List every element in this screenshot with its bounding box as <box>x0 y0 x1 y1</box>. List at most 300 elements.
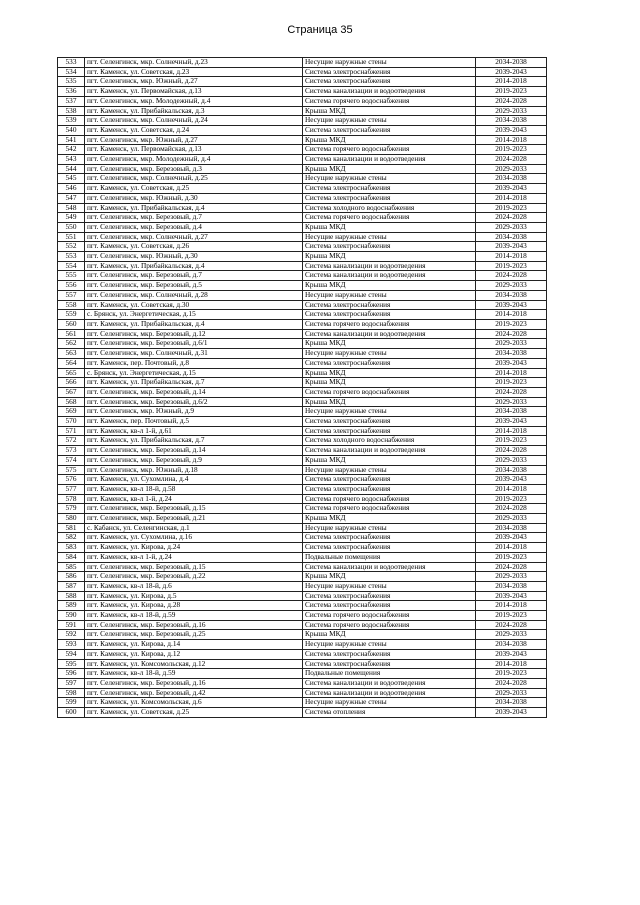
address-cell: пгт. Селенгинск, мкр. Березовый, д.22 <box>85 572 303 582</box>
row-number: 597 <box>58 679 85 689</box>
row-number: 534 <box>58 67 85 77</box>
work-type-cell: Система электроснабжения <box>303 300 476 310</box>
row-number: 581 <box>58 523 85 533</box>
table-row <box>58 640 547 650</box>
period-cell: 2039-2043 <box>476 358 547 368</box>
table-row <box>58 232 547 242</box>
period-cell: 2034-2038 <box>476 58 547 68</box>
row-number: 595 <box>58 659 85 669</box>
work-type-cell: Система горячего водоснабжения <box>303 611 476 621</box>
address-cell: пгт. Каменск, ул. Сухомлина, д.16 <box>85 533 303 543</box>
period-cell: 2039-2043 <box>476 475 547 485</box>
work-type-cell: Система электроснабжения <box>303 591 476 601</box>
period-cell: 2029-2033 <box>476 164 547 174</box>
address-cell: пгт. Селенгинск, мкр. Южный, д.30 <box>85 193 303 203</box>
period-cell: 2039-2043 <box>476 242 547 252</box>
address-cell: пгт. Селенгинск, мкр. Южный, д.9 <box>85 407 303 417</box>
address-cell: пгт. Селенгинск, мкр. Березовый, д.14 <box>85 446 303 456</box>
table-row <box>58 87 547 97</box>
period-cell: 2024-2028 <box>476 679 547 689</box>
table-row <box>58 688 547 698</box>
address-cell: пгт. Селенгинск, мкр. Березовый, д.14 <box>85 387 303 397</box>
row-number: 553 <box>58 252 85 262</box>
row-number: 546 <box>58 184 85 194</box>
address-cell: пгт. Каменск, кв-л 18-й, д.59 <box>85 669 303 679</box>
work-type-cell: Система канализации и водоотведения <box>303 261 476 271</box>
table-row <box>58 455 547 465</box>
period-cell: 2034-2038 <box>476 174 547 184</box>
work-type-cell: Система электроснабжения <box>303 193 476 203</box>
work-type-cell: Система электроснабжения <box>303 77 476 87</box>
period-cell: 2019-2023 <box>476 378 547 388</box>
row-number: 560 <box>58 319 85 329</box>
period-cell: 2029-2033 <box>476 281 547 291</box>
period-cell: 2014-2018 <box>476 252 547 262</box>
table-row <box>58 164 547 174</box>
address-cell: пгт. Селенгинск, мкр. Березовый, д.15 <box>85 504 303 514</box>
table-row <box>58 281 547 291</box>
table-row <box>58 339 547 349</box>
period-cell: 2034-2038 <box>476 232 547 242</box>
table-row <box>58 475 547 485</box>
work-type-cell: Несущие наружные стены <box>303 290 476 300</box>
row-number: 582 <box>58 533 85 543</box>
work-type-cell: Система канализации и водоотведения <box>303 562 476 572</box>
table-row <box>58 213 547 223</box>
table-row <box>58 329 547 339</box>
address-cell: пгт. Каменск, ул. Прибайкальская, д.7 <box>85 436 303 446</box>
row-number: 586 <box>58 572 85 582</box>
work-type-cell: Система горячего водоснабжения <box>303 504 476 514</box>
row-number: 558 <box>58 300 85 310</box>
table-row <box>58 378 547 388</box>
table-row <box>58 222 547 232</box>
period-cell: 2039-2043 <box>476 708 547 718</box>
table-row <box>58 446 547 456</box>
work-type-cell: Система электроснабжения <box>303 649 476 659</box>
address-cell: пгт. Селенгинск, мкр. Березовый, д.16 <box>85 620 303 630</box>
table-row <box>58 407 547 417</box>
address-cell: пгт. Селенгинск, мкр. Березовый, д.5 <box>85 281 303 291</box>
row-number: 533 <box>58 58 85 68</box>
period-cell: 2019-2023 <box>476 669 547 679</box>
address-cell: пгт. Селенгинск, мкр. Молодежный, д.4 <box>85 155 303 165</box>
row-number: 577 <box>58 484 85 494</box>
period-cell: 2014-2018 <box>476 484 547 494</box>
work-type-cell: Крыша МКД <box>303 222 476 232</box>
table-row <box>58 533 547 543</box>
work-type-cell: Несущие наружные стены <box>303 465 476 475</box>
row-number: 555 <box>58 271 85 281</box>
row-number: 567 <box>58 387 85 397</box>
period-cell: 2024-2028 <box>476 271 547 281</box>
period-cell: 2034-2038 <box>476 290 547 300</box>
row-number: 580 <box>58 514 85 524</box>
table-row <box>58 203 547 213</box>
address-cell: пгт. Селенгинск, мкр. Березовый, д.15 <box>85 562 303 572</box>
row-number: 538 <box>58 106 85 116</box>
address-cell: пгт. Каменск, ул. Кирова, д.12 <box>85 649 303 659</box>
row-number: 579 <box>58 504 85 514</box>
address-cell: пгт. Селенгинск, мкр. Южный, д.27 <box>85 77 303 87</box>
address-cell: пгт. Селенгинск, мкр. Березовый, д.6/2 <box>85 397 303 407</box>
table-row <box>58 601 547 611</box>
capital-repair-table <box>57 57 547 718</box>
work-type-cell: Подвальные помещения <box>303 669 476 679</box>
table-row <box>58 591 547 601</box>
address-cell: пгт. Селенгинск, мкр. Березовый, д.25 <box>85 630 303 640</box>
row-number: 535 <box>58 77 85 87</box>
work-type-cell: Крыша МКД <box>303 455 476 465</box>
address-cell: пгт. Каменск, ул. Советская, д.24 <box>85 125 303 135</box>
table-row <box>58 77 547 87</box>
period-cell: 2014-2018 <box>476 135 547 145</box>
period-cell: 2029-2033 <box>476 455 547 465</box>
work-type-cell: Система горячего водоснабжения <box>303 319 476 329</box>
period-cell: 2014-2018 <box>476 426 547 436</box>
work-type-cell: Система электроснабжения <box>303 125 476 135</box>
table-row <box>58 708 547 718</box>
address-cell: пгт. Каменск, кв-л 1-й, д.61 <box>85 426 303 436</box>
address-cell: пгт. Каменск, ул. Прибайкальская, д.7 <box>85 378 303 388</box>
work-type-cell: Система канализации и водоотведения <box>303 329 476 339</box>
address-cell: пгт. Каменск, ул. Прибайкальская, д.4 <box>85 203 303 213</box>
period-cell: 2034-2038 <box>476 349 547 359</box>
address-cell: пгт. Каменск, ул. Первомайская, д.13 <box>85 145 303 155</box>
address-cell: пгт. Каменск, ул. Сухомлина, д.4 <box>85 475 303 485</box>
row-number: 563 <box>58 349 85 359</box>
row-number: 550 <box>58 222 85 232</box>
work-type-cell: Крыша МКД <box>303 135 476 145</box>
period-cell: 2034-2038 <box>476 116 547 126</box>
period-cell: 2019-2023 <box>476 552 547 562</box>
address-cell: пгт. Каменск, кв-л 18-й, д.58 <box>85 484 303 494</box>
row-number: 537 <box>58 96 85 106</box>
row-number: 542 <box>58 145 85 155</box>
table-row <box>58 368 547 378</box>
work-type-cell: Несущие наружные стены <box>303 523 476 533</box>
work-type-cell: Несущие наружные стены <box>303 349 476 359</box>
row-number: 547 <box>58 193 85 203</box>
table-row <box>58 106 547 116</box>
row-number: 548 <box>58 203 85 213</box>
work-type-cell: Система канализации и водоотведения <box>303 679 476 689</box>
work-type-cell: Система электроснабжения <box>303 601 476 611</box>
period-cell: 2024-2028 <box>476 155 547 165</box>
row-number: 593 <box>58 640 85 650</box>
table-row <box>58 145 547 155</box>
table-row <box>58 514 547 524</box>
period-cell: 2034-2038 <box>476 523 547 533</box>
work-type-cell: Система горячего водоснабжения <box>303 145 476 155</box>
work-type-cell: Несущие наружные стены <box>303 698 476 708</box>
address-cell: пгт. Каменск, ул. Кирова, д.14 <box>85 640 303 650</box>
address-cell: пгт. Селенгинск, мкр. Южный, д.18 <box>85 465 303 475</box>
table-row <box>58 523 547 533</box>
work-type-cell: Система холодного водоснабжения <box>303 203 476 213</box>
work-type-cell: Система электроснабжения <box>303 484 476 494</box>
period-cell: 2014-2018 <box>476 368 547 378</box>
table-row <box>58 630 547 640</box>
table-row <box>58 504 547 514</box>
work-type-cell: Система канализации и водоотведения <box>303 446 476 456</box>
period-cell: 2024-2028 <box>476 562 547 572</box>
period-cell: 2039-2043 <box>476 533 547 543</box>
period-cell: 2024-2028 <box>476 329 547 339</box>
period-cell: 2024-2028 <box>476 620 547 630</box>
work-type-cell: Крыша МКД <box>303 164 476 174</box>
work-type-cell: Система электроснабжения <box>303 184 476 194</box>
period-cell: 2024-2028 <box>476 213 547 223</box>
table-row <box>58 310 547 320</box>
row-number: 588 <box>58 591 85 601</box>
address-cell: пгт. Каменск, ул. Прибайкальская, д.4 <box>85 261 303 271</box>
table-row <box>58 698 547 708</box>
work-type-cell: Крыша МКД <box>303 630 476 640</box>
address-cell: пгт. Каменск, кв-л 1-й, д.24 <box>85 552 303 562</box>
address-cell: пгт. Селенгинск, мкр. Березовый, д.6/1 <box>85 339 303 349</box>
work-type-cell: Система электроснабжения <box>303 659 476 669</box>
row-number: 592 <box>58 630 85 640</box>
period-cell: 2034-2038 <box>476 465 547 475</box>
address-cell: с. Кабанск, ул. Селенгинская, д.1 <box>85 523 303 533</box>
row-number: 575 <box>58 465 85 475</box>
work-type-cell: Система горячего водоснабжения <box>303 387 476 397</box>
period-cell: 2039-2043 <box>476 417 547 427</box>
table-row <box>58 417 547 427</box>
work-type-cell: Система электроснабжения <box>303 67 476 77</box>
table-row <box>58 135 547 145</box>
address-cell: пгт. Селенгинск, мкр. Березовый, д.12 <box>85 329 303 339</box>
table-row <box>58 436 547 446</box>
address-cell: пгт. Каменск, ул. Первомайская, д.13 <box>85 87 303 97</box>
period-cell: 2014-2018 <box>476 659 547 669</box>
period-cell: 2029-2033 <box>476 339 547 349</box>
address-cell: пгт. Каменск, ул. Комсомольская, д.12 <box>85 659 303 669</box>
row-number: 570 <box>58 417 85 427</box>
row-number: 545 <box>58 174 85 184</box>
row-number: 540 <box>58 125 85 135</box>
address-cell: пгт. Каменск, ул. Советская, д.30 <box>85 300 303 310</box>
table-row <box>58 184 547 194</box>
row-number: 556 <box>58 281 85 291</box>
row-number: 583 <box>58 543 85 553</box>
table-row <box>58 67 547 77</box>
address-cell: пгт. Селенгинск, мкр. Березовый, д.16 <box>85 679 303 689</box>
period-cell: 2029-2033 <box>476 514 547 524</box>
row-number: 598 <box>58 688 85 698</box>
address-cell: пгт. Селенгинск, мкр. Южный, д.30 <box>85 252 303 262</box>
address-cell: пгт. Селенгинск, мкр. Березовый, д.4 <box>85 222 303 232</box>
address-cell: пгт. Селенгинск, мкр. Березовый, д.3 <box>85 164 303 174</box>
address-cell: пгт. Селенгинск, мкр. Березовый, д.7 <box>85 213 303 223</box>
work-type-cell: Система электроснабжения <box>303 426 476 436</box>
work-type-cell: Система электроснабжения <box>303 417 476 427</box>
period-cell: 2034-2038 <box>476 581 547 591</box>
work-type-cell: Система канализации и водоотведения <box>303 688 476 698</box>
work-type-cell: Система канализации и водоотведения <box>303 271 476 281</box>
period-cell: 2039-2043 <box>476 125 547 135</box>
table-row <box>58 242 547 252</box>
period-cell: 2039-2043 <box>476 649 547 659</box>
row-number: 576 <box>58 475 85 485</box>
table-body <box>58 58 547 718</box>
row-number: 549 <box>58 213 85 223</box>
row-number: 565 <box>58 368 85 378</box>
work-type-cell: Система холодного водоснабжения <box>303 436 476 446</box>
row-number: 599 <box>58 698 85 708</box>
period-cell: 2019-2023 <box>476 436 547 446</box>
table-row <box>58 562 547 572</box>
address-cell: пгт. Каменск, ул. Комсомольская, д.6 <box>85 698 303 708</box>
table-row <box>58 426 547 436</box>
address-cell: пгт. Селенгинск, мкр. Молодежный, д.4 <box>85 96 303 106</box>
row-number: 572 <box>58 436 85 446</box>
table-row <box>58 397 547 407</box>
period-cell: 2029-2033 <box>476 222 547 232</box>
row-number: 554 <box>58 261 85 271</box>
table-row <box>58 290 547 300</box>
address-cell: с. Брянск, ул. Энергетическая, д.15 <box>85 310 303 320</box>
period-cell: 2024-2028 <box>476 504 547 514</box>
table-row <box>58 465 547 475</box>
period-cell: 2039-2043 <box>476 591 547 601</box>
table-row <box>58 155 547 165</box>
work-type-cell: Несущие наружные стены <box>303 174 476 184</box>
period-cell: 2014-2018 <box>476 543 547 553</box>
period-cell: 2029-2033 <box>476 397 547 407</box>
period-cell: 2019-2023 <box>476 203 547 213</box>
row-number: 541 <box>58 135 85 145</box>
table-row <box>58 261 547 271</box>
address-cell: пгт. Селенгинск, мкр. Солнечный, д.24 <box>85 116 303 126</box>
row-number: 584 <box>58 552 85 562</box>
row-number: 559 <box>58 310 85 320</box>
address-cell: пгт. Селенгинск, мкр. Южный, д.27 <box>85 135 303 145</box>
address-cell: пгт. Каменск, кв-л 18-й, д.59 <box>85 611 303 621</box>
table-row <box>58 543 547 553</box>
row-number: 557 <box>58 290 85 300</box>
row-number: 562 <box>58 339 85 349</box>
address-cell: с. Брянск, ул. Энергетическая, д.15 <box>85 368 303 378</box>
row-number: 585 <box>58 562 85 572</box>
table-row <box>58 174 547 184</box>
row-number: 561 <box>58 329 85 339</box>
table-row <box>58 319 547 329</box>
address-cell: пгт. Каменск, ул. Советская, д.25 <box>85 184 303 194</box>
work-type-cell: Система электроснабжения <box>303 310 476 320</box>
address-cell: пгт. Селенгинск, мкр. Солнечный, д.28 <box>85 290 303 300</box>
row-number: 551 <box>58 232 85 242</box>
period-cell: 2014-2018 <box>476 310 547 320</box>
table-row <box>58 572 547 582</box>
row-number: 574 <box>58 455 85 465</box>
work-type-cell: Подвальные помещения <box>303 552 476 562</box>
work-type-cell: Крыша МКД <box>303 378 476 388</box>
row-number: 596 <box>58 669 85 679</box>
table-row <box>58 116 547 126</box>
row-number: 543 <box>58 155 85 165</box>
table-row <box>58 387 547 397</box>
work-type-cell: Система электроснабжения <box>303 543 476 553</box>
address-cell: пгт. Селенгинск, мкр. Солнечный, д.31 <box>85 349 303 359</box>
row-number: 539 <box>58 116 85 126</box>
row-number: 571 <box>58 426 85 436</box>
row-number: 589 <box>58 601 85 611</box>
table-row <box>58 125 547 135</box>
period-cell: 2019-2023 <box>476 319 547 329</box>
work-type-cell: Система канализации и водоотведения <box>303 155 476 165</box>
work-type-cell: Несущие наружные стены <box>303 407 476 417</box>
address-cell: пгт. Каменск, кв-л 18-й, д.6 <box>85 581 303 591</box>
work-type-cell: Система горячего водоснабжения <box>303 494 476 504</box>
period-cell: 2019-2023 <box>476 261 547 271</box>
work-type-cell: Система канализации и водоотведения <box>303 87 476 97</box>
work-type-cell: Система электроснабжения <box>303 242 476 252</box>
period-cell: 2019-2023 <box>476 494 547 504</box>
address-cell: пгт. Каменск, пер. Почтовый, д.5 <box>85 417 303 427</box>
row-number: 594 <box>58 649 85 659</box>
table-row <box>58 271 547 281</box>
period-cell: 2014-2018 <box>476 601 547 611</box>
address-cell: пгт. Селенгинск, мкр. Березовый, д.21 <box>85 514 303 524</box>
row-number: 590 <box>58 611 85 621</box>
work-type-cell: Система горячего водоснабжения <box>303 620 476 630</box>
work-type-cell: Система горячего водоснабжения <box>303 213 476 223</box>
work-type-cell: Крыша МКД <box>303 106 476 116</box>
address-cell: пгт. Селенгинск, мкр. Солнечный, д.27 <box>85 232 303 242</box>
period-cell: 2024-2028 <box>476 446 547 456</box>
address-cell: пгт. Каменск, ул. Кирова, д.24 <box>85 543 303 553</box>
table-row <box>58 669 547 679</box>
table-row <box>58 552 547 562</box>
address-cell: пгт. Селенгинск, мкр. Березовый, д.42 <box>85 688 303 698</box>
work-type-cell: Система электроснабжения <box>303 475 476 485</box>
table-row <box>58 252 547 262</box>
work-type-cell: Несущие наружные стены <box>303 58 476 68</box>
address-cell: пгт. Каменск, ул. Кирова, д.5 <box>85 591 303 601</box>
work-type-cell: Несущие наружные стены <box>303 232 476 242</box>
table-row <box>58 620 547 630</box>
period-cell: 2034-2038 <box>476 698 547 708</box>
address-cell: пгт. Селенгинск, мкр. Солнечный, д.25 <box>85 174 303 184</box>
row-number: 591 <box>58 620 85 630</box>
period-cell: 2039-2043 <box>476 67 547 77</box>
address-cell: пгт. Каменск, ул. Советская, д.23 <box>85 67 303 77</box>
table-row <box>58 494 547 504</box>
table-row <box>58 358 547 368</box>
address-cell: пгт. Селенгинск, мкр. Березовый, д.7 <box>85 271 303 281</box>
work-type-cell: Несущие наружные стены <box>303 116 476 126</box>
work-type-cell: Крыша МКД <box>303 514 476 524</box>
table-row <box>58 349 547 359</box>
row-number: 573 <box>58 446 85 456</box>
period-cell: 2019-2023 <box>476 145 547 155</box>
table-row <box>58 581 547 591</box>
address-cell: пгт. Каменск, ул. Кирова, д.28 <box>85 601 303 611</box>
period-cell: 2034-2038 <box>476 640 547 650</box>
row-number: 587 <box>58 581 85 591</box>
period-cell: 2029-2033 <box>476 572 547 582</box>
address-cell: пгт. Каменск, ул. Прибайкальская, д.3 <box>85 106 303 116</box>
address-cell: пгт. Селенгинск, мкр. Березовый, д.9 <box>85 455 303 465</box>
period-cell: 2024-2028 <box>476 387 547 397</box>
work-type-cell: Система отопления <box>303 708 476 718</box>
row-number: 566 <box>58 378 85 388</box>
row-number: 600 <box>58 708 85 718</box>
work-type-cell: Крыша МКД <box>303 368 476 378</box>
row-number: 569 <box>58 407 85 417</box>
